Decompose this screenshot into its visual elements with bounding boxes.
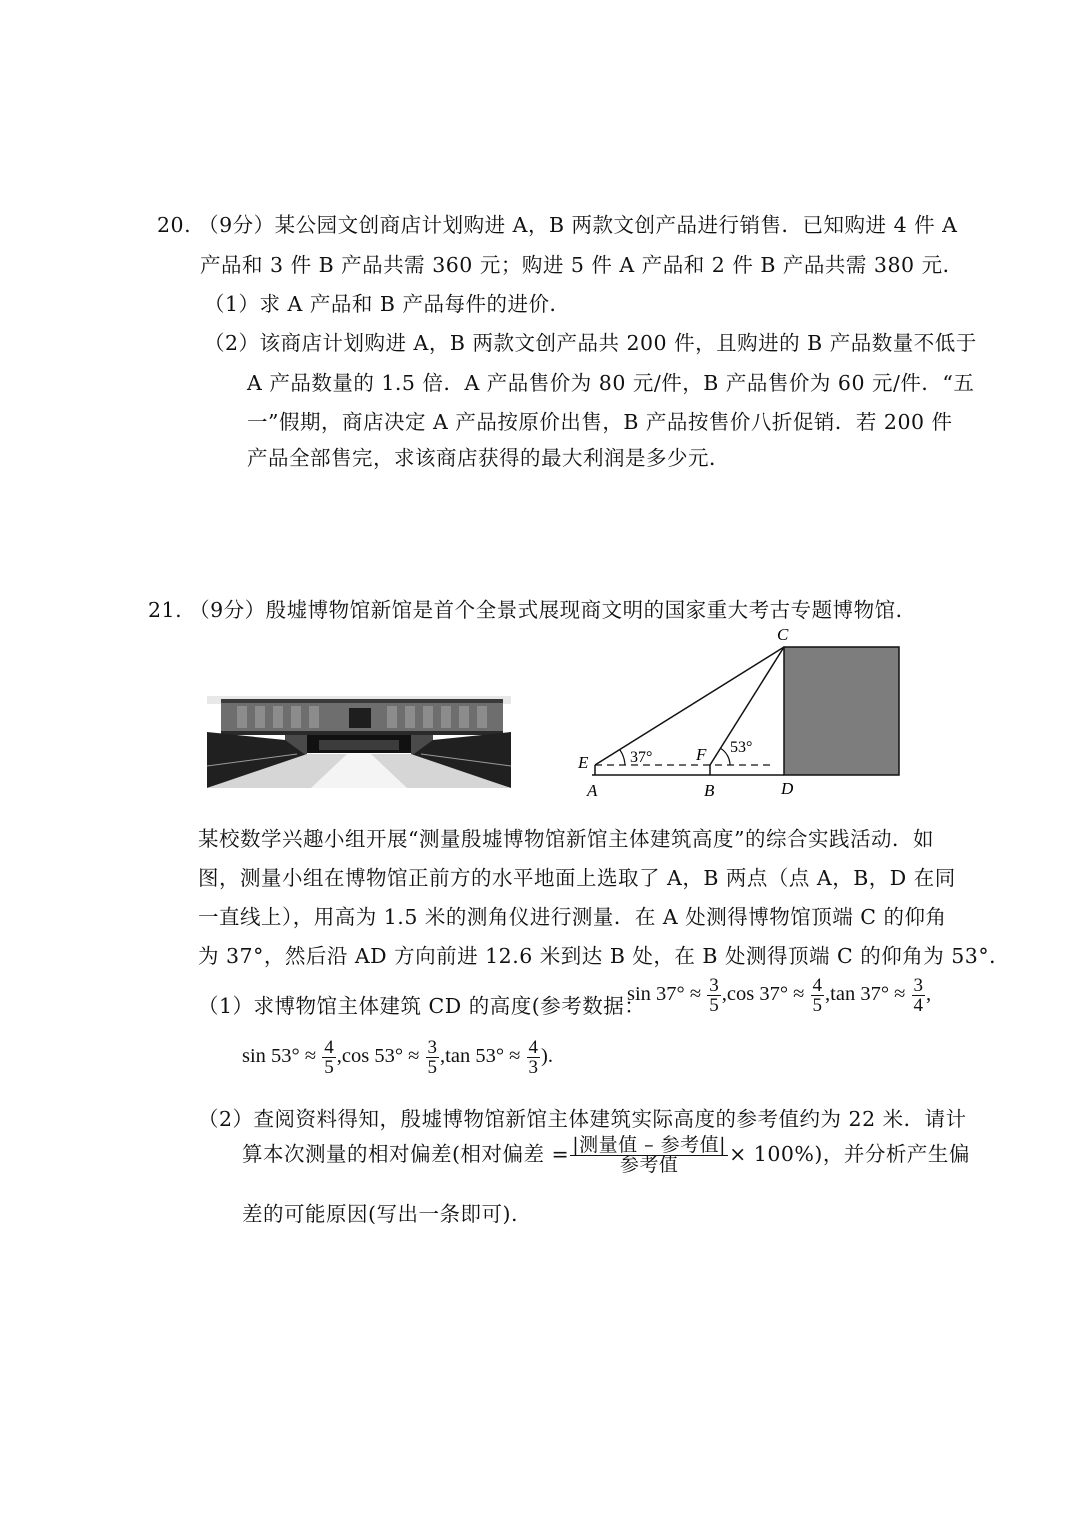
q20-part2-line-1: （2）该商店计划购进 A，B 两款文创产品共 200 件，且购进的 B 产品数量不低于 [204, 331, 977, 355]
ref-sin37: sin 37° ≈ [627, 983, 702, 1006]
q21-header: 21. （9分）殷墟博物馆新馆是首个全景式展现商文明的国家重大考古专题博物馆． [148, 598, 917, 622]
q21-part2-line-2 [242, 1136, 970, 1175]
q20-line-2: 产品和 3 件 B 产品共需 360 元；购进 5 件 A 产品和 2 件 B 产品共需 380 元． [200, 253, 964, 277]
label-b: B [704, 781, 715, 800]
q20-part2-line-2: A 产品数量的 1.5 倍．A 产品售价为 80 元/件，B 产品售价为 60 元/件．“五 [247, 371, 975, 395]
angle-arc-e [620, 750, 625, 765]
sight-line-ec [595, 647, 784, 765]
ref-close: ). [541, 1045, 553, 1068]
q20-part1: （1）求 A 产品和 B 产品每件的进价． [204, 292, 571, 316]
ref-tan37: ,tan 37° ≈ [825, 983, 906, 1006]
ref-cos53: ,cos 53° ≈ [336, 1045, 420, 1068]
angle-label-37: 37° [630, 749, 653, 766]
ref-cos37: ,cos 37° ≈ [721, 983, 805, 1006]
q20-line-1: 20. （9分）某公园文创商店计划购进 A，B 两款文创产品进行销售．已知购进 4 件 A [157, 213, 958, 237]
frac-tan37: $\frac{3}{4}$ [913, 975, 924, 1016]
frac-denominator: 参考值 [570, 1155, 728, 1175]
part2-suffix: × 100%)，并分析产生偏 [729, 1142, 970, 1166]
ref-data-row-1 [627, 976, 931, 1015]
q21-part1-prefix: （1）求博物馆主体建筑 CD 的高度(参考数据： [198, 994, 646, 1018]
ref-sin53: sin 53° ≈ [242, 1045, 317, 1068]
ref-comma: , [926, 983, 932, 1006]
building-cd [784, 647, 899, 775]
ref-tan53: ,tan 53° ≈ [440, 1045, 521, 1068]
label-e: E [578, 753, 589, 772]
museum-photo [207, 696, 511, 788]
angle-label-53: 53° [730, 739, 753, 756]
relative-deviation-fraction [570, 1136, 728, 1175]
q20-part2-line-3: 一”假期，商店决定 A 产品按原价出售，B 产品按售价八折促销．若 200 件 [247, 410, 953, 434]
q21-body-line-2: 图，测量小组在博物馆正前方的水平地面上选取了 A，B 两点（点 A，B，D 在同 [198, 866, 956, 890]
frac-cos53: $\frac{3}{5}$ [427, 1037, 438, 1078]
label-a: A [587, 781, 598, 800]
frac-cos37: $\frac{4}{5}$ [812, 975, 823, 1016]
frac-sin37: $\frac{3}{5}$ [709, 975, 719, 1016]
q21-body-line-4: 为 37°，然后沿 AD 方向前进 12.6 米到达 B 处，在 B 处测得顶端 C 的仰角为 53°． [198, 944, 1011, 968]
label-d: D [781, 779, 794, 798]
geometry-diagram [570, 622, 910, 802]
part2-prefix: 算本次测量的相对偏差(相对偏差 = [242, 1142, 570, 1166]
label-f: F [696, 745, 707, 764]
q21-part2-line-3: 差的可能原因(写出一条即可). [242, 1202, 519, 1226]
frac-numerator: |测量值 – 参考值| [572, 1134, 727, 1156]
angle-arc-f [720, 748, 730, 765]
frac-sin53: $\frac{4}{5}$ [324, 1037, 334, 1078]
q21-part2-line-1: （2）查阅资料得知，殷墟博物馆新馆主体建筑实际高度的参考值约为 22 米．请计 [198, 1107, 967, 1131]
q21-body-line-3: 一直线上），用高为 1.5 米的测角仪进行测量．在 A 处测得博物馆顶端 C 的仰角 [198, 905, 947, 929]
label-c: C [777, 625, 789, 644]
ref-data-row-2 [242, 1038, 553, 1077]
frac-tan53: $\frac{4}{3}$ [528, 1037, 539, 1078]
q21-body-line-1: 某校数学兴趣小组开展“测量殷墟博物馆新馆主体建筑高度”的综合实践活动．如 [198, 827, 934, 851]
q20-part2-line-4: 产品全部售完，求该商店获得的最大利润是多少元． [247, 446, 730, 470]
